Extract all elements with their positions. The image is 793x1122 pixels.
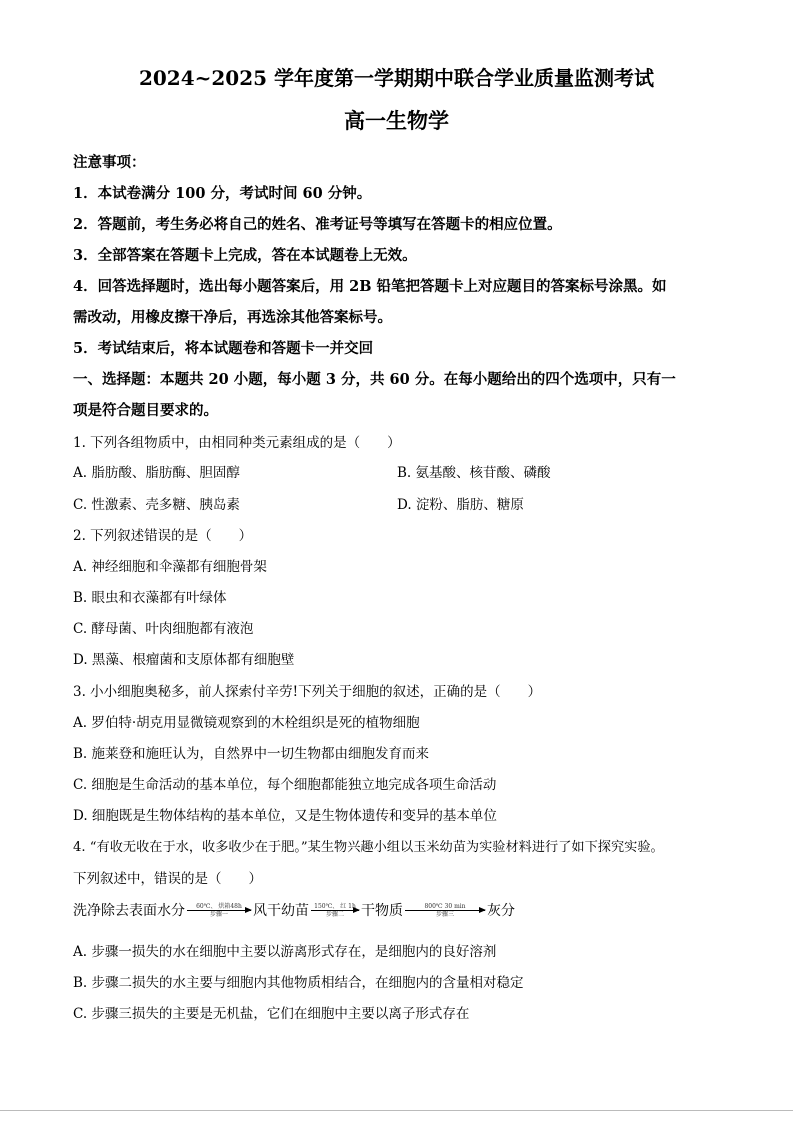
q2-option-c: C. 酵母菌、叶肉细胞都有液泡	[73, 621, 254, 637]
flow-node-washed: 洗净除去表面水分	[73, 903, 185, 919]
flow-arrow-step1	[187, 903, 251, 918]
q3-option-b: B. 施莱登和施旺认为，自然界中一切生物都由细胞发育而来	[73, 746, 430, 762]
q1-option-b: B. 氨基酸、核苷酸、磷酸	[397, 465, 551, 481]
q4-option-c: C. 步骤三损失的主要是无机盐，它们在细胞中主要以离子形式存在	[73, 1006, 470, 1022]
q3-option-d: D. 细胞既是生物体结构的基本单位，又是生物体遗传和变异的基本单位	[73, 808, 497, 824]
flow-arrow-step2	[311, 903, 359, 918]
q1-option-c: C. 性激素、壳多糖、胰岛素	[73, 497, 240, 513]
step2-condition: 150℃、 红 1h	[314, 902, 356, 910]
q2-stem: 2. 下列叙述错误的是（ ）	[73, 528, 253, 544]
flow-node-ash: 灰分	[487, 903, 515, 919]
page-bottom-divider	[0, 1110, 793, 1111]
step3-condition: 800℃ 30 min	[424, 902, 466, 910]
note-item-1: 1．本试卷满分 100 分，考试时间 60 分钟。	[73, 185, 372, 202]
q3-option-a: A. 罗伯特·胡克用显微镜观察到的木栓组织是死的植物细胞	[73, 715, 420, 731]
note-item-2: 2．答题前，考生务必将自己的姓名、准考证号等填写在答题卡的相应位置。	[73, 216, 562, 233]
step2-label: 步骤二	[325, 910, 344, 918]
exam-title: 2024~2025 学年度第一学期期中联合学业质量监测考试	[138, 66, 655, 90]
note-item-4-cont: 需改动，用橡皮擦干净后，再选涂其他答案标号。	[73, 309, 392, 326]
section-heading-line1: 一、选择题：本题共 20 小题，每小题 3 分，共 60 分。在每小题给出的四个选项中，只有一	[73, 371, 676, 388]
q2-option-b: B. 眼虫和衣藻都有叶绿体	[73, 590, 227, 606]
q2-option-d: D. 黑藻、根瘤菌和支原体都有细胞壁	[73, 652, 295, 668]
q1-option-d: D. 淀粉、脂肪、糖原	[397, 497, 524, 513]
section-heading-line2: 项是符合题目要求的。	[73, 402, 218, 419]
experiment-flowchart	[73, 900, 515, 920]
step1-condition: 60℃、 烘箱48h	[196, 902, 242, 910]
step1-label: 步骤一	[209, 910, 228, 918]
note-item-5: 5．考试结束后，将本试题卷和答题卡一并交回	[73, 340, 374, 357]
flow-arrow-step3	[405, 903, 485, 918]
note-item-4: 4．回答选择题时，选出每小题答案后，用 2B 铅笔把答题卡上对应题目的答案标号涂黑。如	[73, 278, 667, 295]
q4-option-a: A. 步骤一损失的水在细胞中主要以游离形式存在，是细胞内的良好溶剂	[73, 944, 497, 960]
q4-stem-line2: 下列叙述中，错误的是（ ）	[73, 871, 262, 887]
flow-node-dried-seedling: 风干幼苗	[253, 903, 309, 919]
arrow-icon	[405, 910, 485, 911]
q1-option-a: A. 脂肪酸、脂肪酶、胆固醇	[73, 465, 240, 481]
q3-stem: 3. 小小细胞奥秘多，前人探索付辛劳!下列关于细胞的叙述，正确的是（ ）	[73, 684, 542, 700]
note-item-3: 3．全部答案在答题卡上完成，答在本试题卷上无效。	[73, 247, 417, 264]
q1-stem: 1. 下列各组物质中，由相同种类元素组成的是（ ）	[73, 435, 401, 451]
step3-label: 步骤三	[435, 910, 454, 918]
q4-stem-line1: 4. “有收无收在于水，收多收少在于肥。”某生物兴趣小组以玉米幼苗为实验材料进行了如下探究实验。	[73, 840, 664, 855]
flow-node-dry-matter: 干物质	[361, 903, 403, 919]
q4-option-b: B. 步骤二损失的水主要与细胞内其他物质相结合，在细胞内的含量相对稳定	[73, 975, 524, 991]
arrow-icon	[311, 910, 359, 911]
notes-heading: 注意事项：	[73, 154, 146, 171]
q3-option-c: C. 细胞是生命活动的基本单位，每个细胞都能独立地完成各项生命活动	[73, 777, 497, 793]
arrow-icon	[187, 910, 251, 911]
subject-title: 高一生物学	[344, 108, 449, 133]
q2-option-a: A. 神经细胞和伞藻都有细胞骨架	[73, 559, 267, 575]
